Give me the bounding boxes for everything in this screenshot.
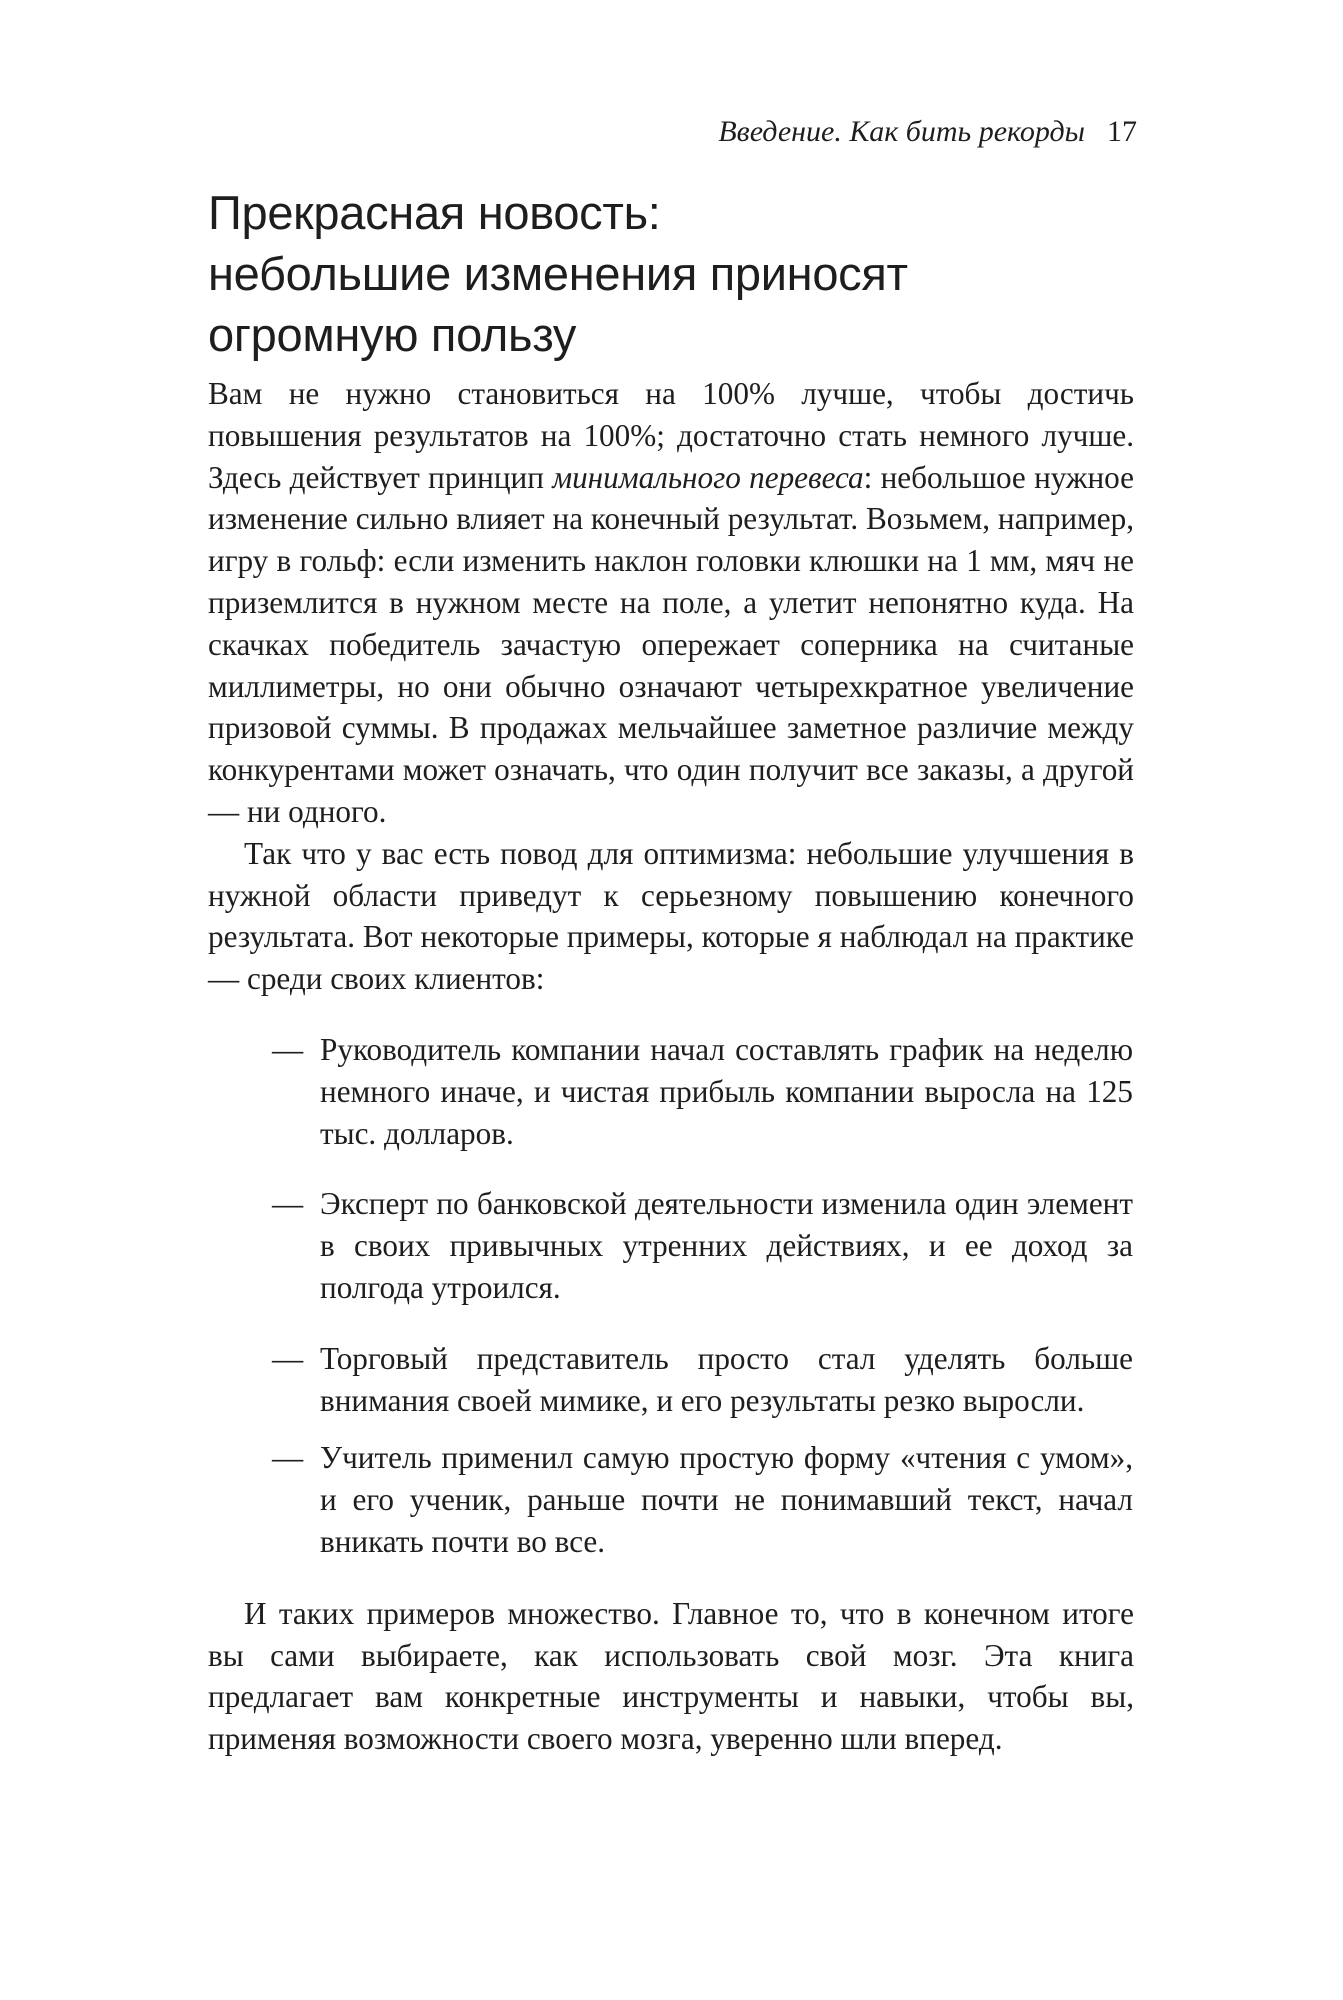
list-item-text: Учитель применил самую простую форму «чтения с умом», и его ученик, раньше почти не понимавший текст, начал вникать почти во все. — [320, 1440, 1133, 1559]
list-dash: — — [272, 1440, 304, 1476]
paragraph-1-text-b: : небольшое нужное изменение сильно влияет на конечный результат. Возьмем, например, игру в гольф: если изменить наклон головки клюшки на 1 мм, мяч не приземлится в нужном месте на поле, а улетит непонятно куда. На скачках победитель зачастую опережает соперника на считаные миллиметры, но они обычно означают четырехкратное увеличение призовой суммы. В продажах мельчайшее заметное различие между конкурентами может означать, что один получит все заказы, а другой — ни одного. — [208, 459, 1134, 829]
list-item-text: Торговый представитель просто стал уделять больше внимания своей мимике, и его результаты резко выросли. — [320, 1340, 1133, 1418]
list-item — [208, 1338, 1134, 1422]
list-dash: — — [272, 1031, 304, 1067]
paragraph-2: Так что у вас есть повод для оптимизма: небольшие улучшения в нужной области приведут к серьезному повышению конечного результата. Вот некоторые примеры, которые я наблюдал на практике — среди своих клиентов: — [208, 835, 1134, 997]
list-item-text: Руководитель компании начал составлять график на неделю немного иначе, и чистая прибыль компании выросла на 125 тыс. долларов. — [320, 1031, 1133, 1151]
list-dash: — — [272, 1340, 304, 1376]
heading-line-1: Прекрасная новость: — [208, 186, 661, 239]
list-item — [208, 1029, 1134, 1154]
examples-list — [208, 1029, 1134, 1563]
page-number: 17 — [1107, 115, 1137, 148]
paragraph-1 — [208, 373, 1134, 833]
emphasis-term: минимального перевеса — [552, 459, 864, 495]
heading-line-3: огромную пользу — [208, 308, 577, 361]
list-item — [208, 1437, 1134, 1562]
heading-line-2: небольшие изменения приносят — [208, 247, 908, 300]
list-item — [208, 1183, 1134, 1308]
list-item-text: Эксперт по банковской деятельности изменила один элемент в своих привычных утренних действиях, и ее доход за полгода утроился. — [320, 1186, 1133, 1305]
list-dash: — — [272, 1186, 304, 1222]
paragraph-3: И таких примеров множество. Главное то, что в конечном итоге вы сами выбираете, как использовать свой мозг. Эта книга предлагает вам конкретные инструменты и навыки, чтобы вы, применяя возможности своего мозга, уверенно шли вперед. — [208, 1595, 1134, 1757]
section-heading — [208, 182, 1108, 365]
running-head-title: Введение. Как бить рекорды — [718, 115, 1085, 148]
body-text — [208, 373, 1134, 1760]
paragraph-1-text-a: Вам не нужно становиться на 100% лучше, чтобы достичь повышения результатов на 100%; достаточно стать немного лучше. Здесь действует принцип — [208, 376, 1134, 495]
running-head — [718, 112, 1137, 152]
